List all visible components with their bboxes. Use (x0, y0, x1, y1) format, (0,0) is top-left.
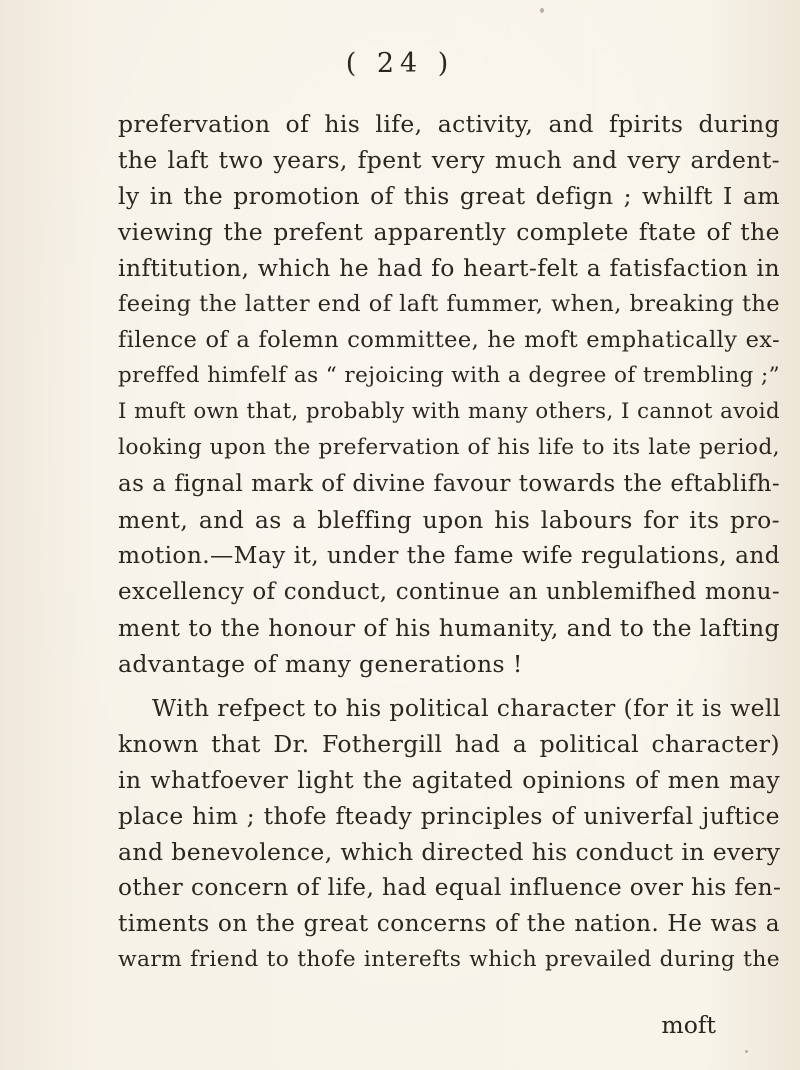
text-line: other concern of life, had equal influence over his fen- (118, 874, 782, 901)
text-line: and benevolence, which directed his conduct in every (118, 838, 781, 866)
text-line: timents on the great concerns of the nation. He was a (118, 910, 780, 937)
text-line: prefervation of his life, activity, and fpirits during (118, 110, 780, 138)
text-line: motion.—May it, under the fame wife regulations, and (118, 542, 780, 569)
text-line: warm friend to thofe interefts which prevailed during the (118, 947, 780, 972)
text-line: the laft two years, fpent very much and very ardent- (118, 146, 780, 174)
catchword: moft (661, 1011, 716, 1039)
text-line: preffed himfelf as “ rejoicing with a degree of trembling ;” (118, 363, 780, 388)
text-line: advantage of many generations ! (118, 650, 523, 678)
text-line: feeing the latter end of laft fummer, when, breaking the (118, 291, 780, 317)
paper-speck (540, 8, 544, 13)
text-line: viewing the prefent apparently complete ftate of the (118, 218, 780, 246)
text-line: ment, and as a bleffing upon his labours for its pro- (118, 506, 780, 534)
text-line: filence of a folemn committee, he moft emphatically ex- (118, 327, 780, 353)
text-line: place him ; thofe fteady principles of univerfal juftice (118, 802, 780, 830)
text-line: ly in the promotion of this great defign ; whilft I am (118, 182, 780, 210)
paragraph-2 (118, 690, 780, 978)
page-number: ( 24 ) (345, 48, 455, 79)
text-line: ment to the honour of his humanity, and to the lafting (118, 614, 780, 642)
paper-speck (745, 1050, 748, 1053)
text-line: as a fignal mark of divine favour towards the eftablifh- (118, 471, 780, 497)
paragraph-1 (118, 106, 780, 682)
text-line: in whatfoever light the agitated opinions of men may (118, 766, 780, 794)
text-line: known that Dr. Fothergill had a political character) (118, 730, 780, 758)
text-line: excellency of conduct, continue an unblemifhed monu- (118, 579, 780, 605)
text-line: inftitution, which he had fo heart-felt a fatisfaction in (118, 254, 780, 282)
text-line: I muft own that, probably with many others, I cannot avoid (118, 399, 780, 424)
text-line: With refpect to his political character (for it is well (152, 694, 781, 722)
text-line: looking upon the prefervation of his life to its late period, (118, 435, 780, 460)
